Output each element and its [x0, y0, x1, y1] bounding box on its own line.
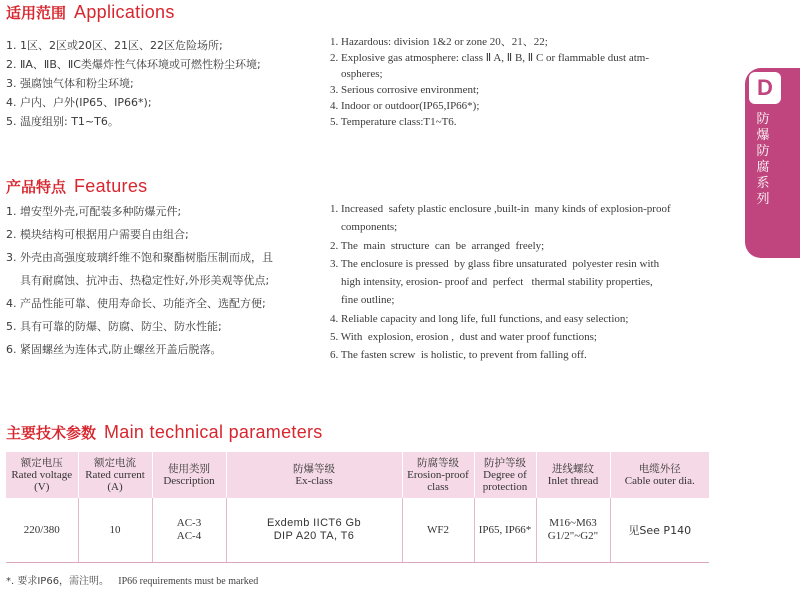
features-item-en-9: 6. The fasten screw is holistic, to prevent from falling off.	[330, 349, 587, 362]
features-item-en-7: 4. Reliable capacity and long life, full functions, and easy selection;	[330, 312, 629, 325]
applications-item-zh-5: 5. 温度组别: T1~T6。	[6, 115, 119, 128]
applications-list-zh	[6, 36, 261, 131]
features-item-zh-7: 6. 紧固螺丝为连体式,防止螺丝开盖后脱落。	[6, 343, 222, 356]
applications-item-en-4: 3. Serious corrosive environment;	[330, 84, 480, 96]
cell-voltage: 220/380	[6, 498, 78, 563]
applications-title-zh: 适用范围	[6, 4, 67, 22]
header-current: 额定电流 Rated current (A)	[78, 452, 152, 498]
cell-description: AC-3 AC-4	[152, 498, 226, 563]
cell-ex-class: Exdemb IICT6 Gb DIP A20 TA, T6	[226, 498, 402, 563]
features-item-en-1: 1. Increased safety plastic enclosure ,built-in many kinds of explosion-proof	[330, 203, 671, 215]
applications-item-en-6: 5. Temperature class:T1~T6.	[330, 116, 457, 128]
features-title-zh: 产品特点	[6, 178, 67, 196]
features-item-zh-2: 2. 模块结构可根据用户需要自由组合;	[6, 228, 189, 241]
applications-item-en-3: ospheres;	[330, 68, 383, 80]
table-row	[6, 498, 709, 563]
cell-protection: IP65, IP66*	[474, 498, 536, 563]
features-item-en-3: 2. The main structure can be arranged freely;	[330, 239, 545, 252]
footnote-zh: *. 要求IP66，需注明。	[6, 576, 110, 587]
features-list-en	[330, 200, 671, 365]
features-item-en-4: 3. The enclosure is pressed by glass fibre unsaturated polyester resin with	[330, 257, 660, 270]
parameters-title-en: Main technical parameters	[104, 422, 323, 442]
features-item-en-6: fine outline;	[330, 294, 395, 307]
header-voltage: 额定电压 Rated voltage (V)	[6, 452, 78, 498]
footnote	[6, 572, 258, 587]
applications-title-en: Applications	[74, 2, 175, 22]
header-thread: 进线螺纹 Inlet thread	[536, 452, 610, 498]
side-tab-text: 防爆防腐系列	[756, 112, 770, 207]
features-item-en-2: components;	[330, 221, 398, 234]
features-title-en: Features	[74, 176, 148, 196]
applications-item-zh-2: 2. ⅡA、ⅡB、ⅡC类爆炸性气体环境或可燃性粉尘环境;	[6, 58, 261, 71]
applications-item-en-2: 2. Explosive gas atmosphere: class Ⅱ A, Ⅱ B, Ⅱ C or flammable dust atm-	[330, 52, 649, 64]
features-item-zh-3: 3. 外壳由高强度玻璃纤维不饱和聚酯树脂压制而成，且	[6, 251, 273, 264]
header-protection: 防护等级 Degree of protection	[474, 452, 536, 498]
header-description: 使用类别 Description	[152, 452, 226, 498]
applications-item-en-1: 1. Hazardous: division 1&2 or zone 20、21、22;	[330, 36, 548, 48]
footnote-en: IP66 requirements must be marked	[118, 576, 259, 587]
applications-heading	[6, 2, 175, 23]
features-item-zh-6: 5. 具有可靠的防爆、防腐、防尘、防水性能;	[6, 320, 222, 333]
features-item-zh-5: 4. 产品性能可靠、使用寿命长、功能齐全、选配方便;	[6, 297, 266, 310]
features-item-en-5: high intensity, erosion- proof and perfect thermal stability properties,	[330, 276, 653, 289]
header-erosion: 防腐等级 Erosion-proof class	[402, 452, 474, 498]
parameters-title-zh: 主要技术参数	[6, 424, 97, 442]
features-item-zh-1: 1. 增安型外壳,可配装多种防爆元件;	[6, 205, 182, 218]
cell-thread: M16~M63 G1/2"~G2"	[536, 498, 610, 563]
table-header-row	[6, 452, 709, 498]
features-item-zh-4: 具有耐腐蚀、抗冲击、热稳定性好,外形美观等优点;	[6, 274, 270, 287]
applications-item-en-5: 4. Indoor or outdoor(IP65,IP66*);	[330, 100, 480, 112]
parameters-table	[6, 452, 709, 563]
applications-list-en	[330, 34, 649, 130]
header-cable: 电缆外径 Cable outer dia.	[610, 452, 709, 498]
header-ex-class: 防爆等级 Ex-class	[226, 452, 402, 498]
parameters-heading	[6, 422, 323, 443]
features-item-en-8: 5. With explosion, erosion , dust and water proof functions;	[330, 331, 597, 344]
features-list-zh	[6, 200, 273, 361]
applications-item-zh-3: 3. 强腐蚀气体和粉尘环境;	[6, 77, 134, 90]
cell-cable: 见See P140	[610, 498, 709, 563]
features-heading	[6, 176, 147, 197]
side-tab-letter: D	[749, 72, 781, 104]
applications-item-zh-1: 1. 1区、2区或20区、21区、22区危险场所;	[6, 39, 223, 52]
cell-current: 10	[78, 498, 152, 563]
cell-erosion: WF2	[402, 498, 474, 563]
applications-item-zh-4: 4. 户内、户外(IP65、IP66*);	[6, 96, 152, 109]
